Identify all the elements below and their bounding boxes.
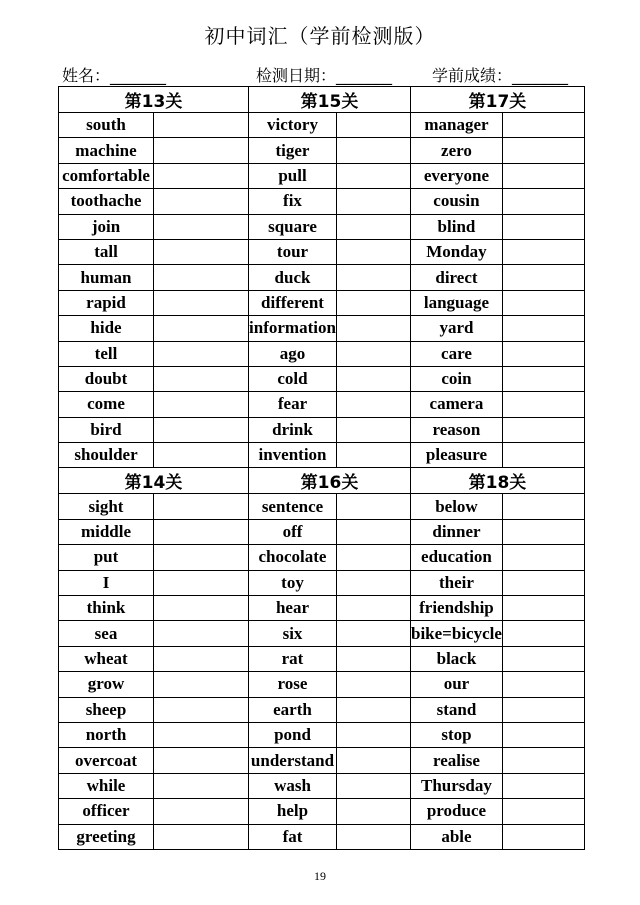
answer-cell[interactable] [502,748,584,773]
english-word: pull [249,163,337,188]
english-word: human [59,265,154,290]
english-word: officer [59,799,154,824]
answer-cell[interactable] [154,265,249,290]
answer-cell[interactable] [502,316,584,341]
word-row [59,443,585,468]
english-word: rapid [59,290,154,315]
answer-cell[interactable] [154,189,249,214]
answer-cell[interactable] [154,722,249,747]
word-row [59,545,585,570]
english-word: victory [249,113,337,138]
english-word: tour [249,239,337,264]
answer-cell[interactable] [337,545,411,570]
english-word: information [249,316,337,341]
answer-cell[interactable] [154,341,249,366]
english-word: off [249,519,337,544]
word-row [59,163,585,188]
answer-cell[interactable] [337,697,411,722]
english-word: dinner [411,519,503,544]
english-word: friendship [411,596,503,621]
english-word: toy [249,570,337,595]
english-word: direct [411,265,503,290]
english-word: while [59,773,154,798]
english-word: sea [59,621,154,646]
level-header-row [59,468,585,494]
english-word: bike=bicycle [411,621,503,646]
answer-cell[interactable] [154,417,249,442]
page-title: 初中词汇（学前检测版） [204,24,436,48]
english-word: middle [59,519,154,544]
answer-cell[interactable] [337,596,411,621]
level-header: 第14关 [59,468,249,494]
answer-cell[interactable] [502,722,584,747]
english-word: coin [411,366,503,391]
english-word: manager [411,113,503,138]
vocabulary-table [58,86,585,850]
english-word: Monday [411,239,503,264]
english-word: sheep [59,697,154,722]
english-word: care [411,341,503,366]
word-row [59,519,585,544]
answer-cell[interactable] [337,366,411,391]
answer-cell[interactable] [337,824,411,849]
english-word: greeting [59,824,154,849]
answer-cell[interactable] [154,773,249,798]
english-word: able [411,824,503,849]
answer-cell[interactable] [502,239,584,264]
english-word: pond [249,722,337,747]
answer-cell[interactable] [154,697,249,722]
answer-cell[interactable] [154,570,249,595]
answer-cell[interactable] [154,366,249,391]
word-row [59,113,585,138]
answer-cell[interactable] [337,417,411,442]
english-word: ago [249,341,337,366]
answer-cell[interactable] [337,138,411,163]
word-row [59,697,585,722]
english-word: put [59,545,154,570]
english-word: drink [249,417,337,442]
answer-cell[interactable] [154,545,249,570]
english-word: I [59,570,154,595]
english-word: fear [249,392,337,417]
english-word: tall [59,239,154,264]
answer-cell[interactable] [337,214,411,239]
english-word: stand [411,697,503,722]
english-word: reason [411,417,503,442]
level-header: 第17关 [411,87,585,113]
word-row [59,189,585,214]
answer-cell[interactable] [502,519,584,544]
answer-cell[interactable] [337,748,411,773]
answer-cell[interactable] [337,316,411,341]
answer-cell[interactable] [337,239,411,264]
word-row [59,722,585,747]
answer-cell[interactable] [154,494,249,519]
word-row [59,773,585,798]
answer-cell[interactable] [154,621,249,646]
english-word: join [59,214,154,239]
answer-cell[interactable] [502,570,584,595]
english-word: south [59,113,154,138]
english-word: grow [59,672,154,697]
english-word: different [249,290,337,315]
english-word: blind [411,214,503,239]
word-row [59,672,585,697]
answer-cell[interactable] [337,443,411,468]
level-header-row [59,87,585,113]
english-word: square [249,214,337,239]
answer-cell[interactable] [337,773,411,798]
answer-cell[interactable] [337,341,411,366]
answer-cell[interactable] [502,366,584,391]
answer-cell[interactable] [337,189,411,214]
level-header: 第16关 [249,468,411,494]
answer-cell[interactable] [154,824,249,849]
answer-cell[interactable] [337,519,411,544]
answer-cell[interactable] [337,163,411,188]
english-word: overcoat [59,748,154,773]
english-word: bird [59,417,154,442]
english-word: language [411,290,503,315]
word-row [59,596,585,621]
english-word: rat [249,646,337,671]
english-word: think [59,596,154,621]
english-word: comfortable [59,163,154,188]
word-row [59,214,585,239]
answer-cell[interactable] [154,748,249,773]
answer-cell[interactable] [337,265,411,290]
answer-cell[interactable] [337,392,411,417]
answer-cell[interactable] [337,494,411,519]
word-row [59,239,585,264]
level-header: 第15关 [249,87,411,113]
level-header: 第18关 [411,468,585,494]
english-word: understand [249,748,337,773]
english-word: hide [59,316,154,341]
answer-cell[interactable] [154,239,249,264]
word-row [59,265,585,290]
answer-cell[interactable] [337,646,411,671]
english-word: machine [59,138,154,163]
answer-cell[interactable] [502,290,584,315]
english-word: pleasure [411,443,503,468]
english-word: zero [411,138,503,163]
english-word: sentence [249,494,337,519]
answer-cell[interactable] [502,773,584,798]
level-header: 第13关 [59,87,249,113]
answer-cell[interactable] [502,392,584,417]
english-word: rose [249,672,337,697]
word-row [59,824,585,849]
answer-cell[interactable] [337,570,411,595]
word-row [59,570,585,595]
answer-cell[interactable] [337,672,411,697]
answer-cell[interactable] [502,545,584,570]
answer-cell[interactable] [502,494,584,519]
word-row [59,290,585,315]
answer-cell[interactable] [154,316,249,341]
english-word: chocolate [249,545,337,570]
answer-cell[interactable] [337,113,411,138]
word-row [59,621,585,646]
word-row [59,748,585,773]
english-word: produce [411,799,503,824]
answer-cell[interactable] [502,163,584,188]
answer-cell[interactable] [154,113,249,138]
word-row [59,646,585,671]
english-word: wash [249,773,337,798]
english-word: earth [249,697,337,722]
page-number: 19 [314,869,326,883]
answer-cell[interactable] [154,646,249,671]
word-row [59,799,585,824]
answer-cell[interactable] [154,596,249,621]
english-word: tiger [249,138,337,163]
answer-cell[interactable] [154,799,249,824]
test-date-field: 检测日期：_______ [256,66,393,85]
answer-cell[interactable] [154,392,249,417]
english-word: doubt [59,366,154,391]
english-word: fix [249,189,337,214]
answer-cell[interactable] [502,443,584,468]
english-word: shoulder [59,443,154,468]
word-row [59,417,585,442]
answer-cell[interactable] [502,646,584,671]
answer-cell[interactable] [502,799,584,824]
answer-cell[interactable] [502,417,584,442]
english-word: Thursday [411,773,503,798]
english-word: invention [249,443,337,468]
answer-cell[interactable] [502,341,584,366]
answer-cell[interactable] [502,621,584,646]
english-word: education [411,545,503,570]
english-word: stop [411,722,503,747]
answer-cell[interactable] [502,214,584,239]
answer-cell[interactable] [502,596,584,621]
english-word: black [411,646,503,671]
english-word: cousin [411,189,503,214]
answer-cell[interactable] [337,722,411,747]
english-word: help [249,799,337,824]
english-word: wheat [59,646,154,671]
answer-cell[interactable] [154,519,249,544]
word-row [59,138,585,163]
answer-cell[interactable] [154,163,249,188]
answer-cell[interactable] [337,621,411,646]
answer-cell[interactable] [154,138,249,163]
english-word: sight [59,494,154,519]
english-word: below [411,494,503,519]
answer-cell[interactable] [337,799,411,824]
word-row [59,316,585,341]
word-row [59,341,585,366]
answer-cell[interactable] [154,672,249,697]
answer-cell[interactable] [502,824,584,849]
answer-cell[interactable] [502,113,584,138]
answer-cell[interactable] [154,443,249,468]
english-word: north [59,722,154,747]
english-word: our [411,672,503,697]
english-word: cold [249,366,337,391]
english-word: their [411,570,503,595]
student-name-field: 姓名：_______ [62,66,167,85]
answer-cell[interactable] [154,290,249,315]
answer-cell[interactable] [337,290,411,315]
english-word: tell [59,341,154,366]
english-word: realise [411,748,503,773]
english-word: everyone [411,163,503,188]
answer-cell[interactable] [502,138,584,163]
english-word: yard [411,316,503,341]
english-word: six [249,621,337,646]
english-word: fat [249,824,337,849]
word-row [59,392,585,417]
answer-cell[interactable] [154,214,249,239]
word-row [59,366,585,391]
word-row [59,494,585,519]
english-word: duck [249,265,337,290]
english-word: toothache [59,189,154,214]
answer-cell[interactable] [502,697,584,722]
english-word: come [59,392,154,417]
pretest-score-field: 学前成绩：_______ [432,66,569,85]
english-word: hear [249,596,337,621]
answer-cell[interactable] [502,265,584,290]
answer-cell[interactable] [502,189,584,214]
english-word: camera [411,392,503,417]
answer-cell[interactable] [502,672,584,697]
